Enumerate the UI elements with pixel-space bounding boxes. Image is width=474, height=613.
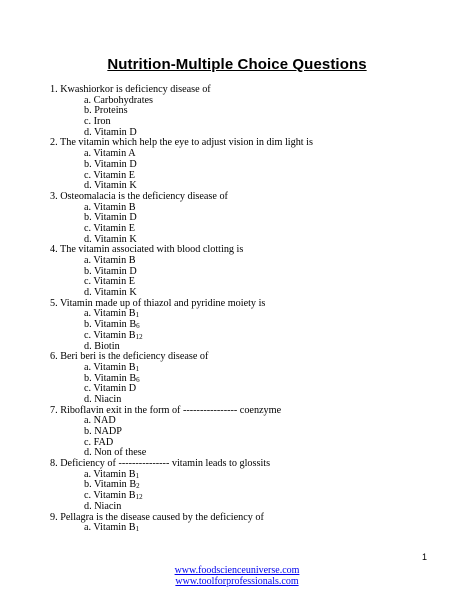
answer-option: c. Vitamin E bbox=[84, 222, 135, 234]
footer-link-foodscienceuniverse[interactable]: www.foodscienceuniverse.com bbox=[174, 565, 300, 576]
answer-option: d. Vitamin K bbox=[84, 233, 137, 245]
question-text: 2. The vitamin which help the eye to adjust vision in dim light is bbox=[50, 137, 313, 149]
answer-option: b. Vitamin $B_6$ bbox=[84, 319, 140, 331]
answer-option: d. Vitamin K bbox=[84, 287, 137, 299]
answer-option: d. Non of these bbox=[84, 447, 147, 459]
answer-option: b. Vitamin D bbox=[84, 265, 137, 277]
question-text: 8. Deficiency of --------------- vitamin leads to glossits bbox=[50, 458, 271, 470]
question-text: 1. Kwashiorkor is deficiency disease of bbox=[50, 84, 211, 95]
page-number: 1 bbox=[422, 552, 428, 562]
answer-option: c. Vitamin $B_{12}$ bbox=[84, 490, 143, 502]
footer bbox=[0, 565, 474, 587]
answer-option: a. Vitamin $B_1$ bbox=[84, 308, 140, 320]
question-text: 9. Pellagra is the disease caused by the deficiency of bbox=[50, 511, 264, 523]
question-text: 5. Vitamin made up of thiazol and pyridine moiety is bbox=[50, 297, 266, 309]
answer-option: b. Vitamin $B_6$ bbox=[84, 372, 140, 384]
question-text: 4. The vitamin associated with blood clotting is bbox=[50, 244, 244, 256]
answer-option: c. Vitamin D bbox=[84, 383, 137, 395]
answer-option: d. Vitamin D bbox=[84, 126, 137, 138]
answer-option: d. Vitamin K bbox=[84, 180, 137, 192]
answer-option: b. NADP bbox=[84, 426, 122, 437]
question-text: 3. Osteomalacia is the deficiency disease of bbox=[50, 190, 228, 202]
answer-option: d. Niacin bbox=[84, 500, 122, 512]
answer-option: c. Iron bbox=[84, 116, 111, 128]
answer-option: b. Proteins bbox=[84, 105, 128, 117]
answer-option: a. Vitamin $B_1$ bbox=[84, 361, 140, 373]
answer-option: a. NAD bbox=[84, 415, 116, 427]
footer-link-toolforprofessionals[interactable]: www.toolforprofessionals.com bbox=[175, 576, 299, 587]
answer-option: a. Carbohydrates bbox=[84, 94, 154, 106]
answer-option: a. Vitamin B bbox=[84, 255, 136, 266]
answer-option: b. Vitamin D bbox=[84, 212, 137, 224]
page-title: Nutrition-Multiple Choice Questions bbox=[107, 56, 367, 73]
answer-option: c. FAD bbox=[84, 436, 114, 448]
answer-option: a. Vitamin $B_1$ bbox=[84, 468, 140, 480]
answer-option: c. Vitamin $B_{12}$ bbox=[84, 329, 143, 341]
answer-option: d. Niacin bbox=[84, 393, 122, 405]
question-text: 6. Beri beri is the deficiency disease of bbox=[50, 351, 209, 363]
answer-option: a. Vitamin A bbox=[84, 148, 136, 160]
question-text: 7. Riboflavin exit in the form of ---------------- coenzyme bbox=[50, 404, 282, 416]
answer-option: b. Vitamin $B_2$ bbox=[84, 479, 140, 491]
answer-option: c. Vitamin E bbox=[84, 276, 135, 288]
answer-option: a. Vitamin B bbox=[84, 201, 136, 213]
answer-option: c. Vitamin E bbox=[84, 169, 135, 181]
answer-option: d. Biotin bbox=[84, 340, 120, 352]
answer-option: a. Vitamin $B_1$ bbox=[84, 522, 140, 534]
answer-option: b. Vitamin D bbox=[84, 158, 137, 170]
question-list bbox=[50, 85, 450, 534]
